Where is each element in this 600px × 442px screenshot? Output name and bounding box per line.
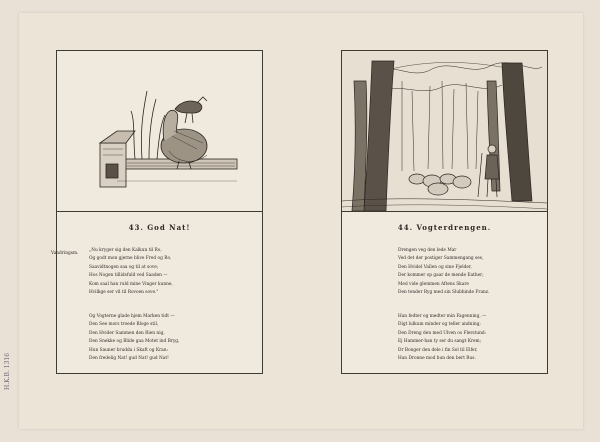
shepherd-engraving	[342, 51, 547, 211]
verse-line: Kom saal han ruld mine Vinger kunne,	[89, 281, 173, 287]
verse-line: Drengen veg den lede Mar	[398, 248, 457, 253]
illustration-turkey	[57, 51, 262, 212]
collection-stamp: H.K.B. 1316	[4, 352, 11, 390]
verse-line: Digt lulkum minder og teller andning;	[398, 322, 481, 328]
print-sheet	[19, 13, 583, 429]
verse-line: Med vide glemmen Aftens Skare	[398, 281, 469, 287]
verse-line: Hun Sauner brudda i Skaft og Kran:	[89, 347, 168, 353]
panel-44	[341, 50, 548, 374]
stanza-44-2	[342, 313, 600, 363]
stanza-44-1	[342, 247, 600, 297]
verse-line: Hvilkge ser vil til Rovoen sove."	[89, 290, 159, 296]
verse-line: „Nu kryger sig den Kalkun til Ro,	[89, 248, 162, 253]
poem-title-43: 43. God Nat!	[128, 223, 191, 232]
verse-line: Der kommer op gaar de mende Eather;	[398, 273, 484, 279]
verse-line: Ej Hammer-han ty ser du sangt Krem;	[398, 339, 482, 345]
stanza-43-2	[57, 313, 294, 363]
verse-line: Den tender Byg med sin Slubhinde Franz.	[398, 290, 490, 296]
verse-line: Og Vogterne glade hjem Marken tidt —	[89, 314, 175, 319]
verse-line: Den Snekke og Blide gaa Motet ind Bryg,	[89, 339, 180, 345]
turkey-engraving	[57, 51, 262, 211]
verse-line: Den See mors troede Bloge stil,	[89, 322, 159, 328]
verse-line: Den Hvidel Vallen og sine Fjelder,	[398, 264, 472, 270]
poem-title-44: 44. Vogterdrengen.	[397, 223, 492, 232]
verse-line: Hos Nogen tillidsfuld ved Saaden —	[89, 273, 168, 279]
verse-line: Og godt mon gjerne blive Fred og Ro,	[89, 256, 172, 262]
verse-line: Den Hvider Sammen den Rien nig,	[89, 330, 165, 336]
verse-line: Dr Bonger den dele i fin Sol til Elfer,	[398, 347, 478, 353]
illustration-shepherd	[342, 51, 547, 212]
panel-43	[51, 50, 263, 374]
verse-line: Saavidtnogen saa og til at sove;	[89, 264, 159, 270]
speaker-label: Vandringsm.	[51, 251, 79, 256]
verse-line: Den Dreng den med Ulven os Flerstund:	[398, 330, 487, 336]
verse-line: Han Dronne mod hun den bert Rus.	[398, 356, 476, 362]
verse-line: Han fedter og medter min Fagenning, —	[398, 314, 487, 319]
verse-line: Den fredelig Nat! gud Nat! gud Nat!	[89, 356, 169, 362]
stanza-43-1	[57, 247, 294, 297]
verse-line: Ved det der postiger Sammengang ses,	[398, 256, 484, 262]
